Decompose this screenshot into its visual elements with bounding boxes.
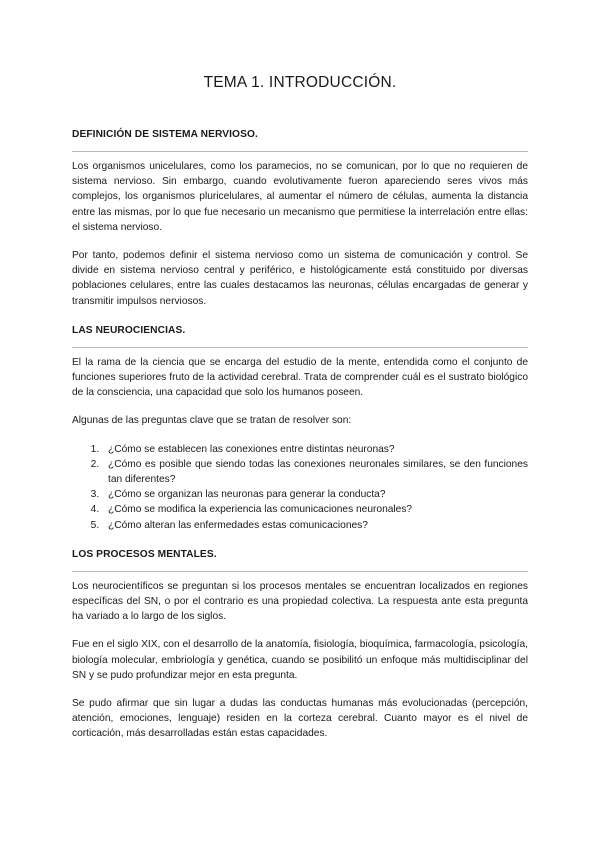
questions-list [72, 442, 528, 533]
section-divider [72, 347, 528, 348]
section-divider [72, 571, 528, 572]
paragraph: Los organismos unicelulares, como los paramecios, no se comunican, por lo que no requieren de sistema nervioso. Sin embargo, cuando evolutivamente fueron apareciendo seres vivos más complejos, los organismos pluricelulares, al aumentar el número de células, aumenta la distancia entre las mismas, por lo que fue necesario un mecanismo que permitiese la interrelación entre ellas: el sistema nervioso. [72, 161, 528, 233]
paragraph: Los neurocientíficos se preguntan si los procesos mentales se encuentran localizados en regiones específicas del SN, o por el contrario es una propiedad colectiva. La respuesta ante esta pregunta ha variado a lo largo de los siglos. [72, 580, 528, 623]
page-title: TEMA 1. INTRODUCCIÓN. [203, 74, 397, 91]
list-item: 5. ¿Cómo alteran las enfermedades estas comunicaciones? [102, 518, 528, 533]
list-item: 3. ¿Cómo se organizan las neuronas para generar la conducta? [102, 487, 528, 502]
section-heading: LAS NEUROCIENCIAS. [72, 324, 186, 336]
section-heading: DEFINICIÓN DE SISTEMA NERVIOSO. [72, 129, 258, 140]
paragraph: Por tanto, podemos definir el sistema nervioso como un sistema de comunicación y control. Se divide en sistema nervioso central y periférico, e histológicamente está constituido por diversas poblaciones celulares, entre las cuales destacamos las neuronas, células encargadas de generar y transmitir impulsos nerviosos. [72, 250, 528, 307]
section-definicion [72, 128, 528, 309]
list-item: 4. ¿Cómo se modifica la experiencia las comunicaciones neuronales? [102, 502, 528, 517]
list-item: 2. ¿Cómo es posible que siendo todas las conexiones neuronales similares, se den funciones tan diferentes? [102, 457, 528, 487]
paragraph: Algunas de las preguntas clave que se tratan de resolver son: [72, 415, 352, 427]
section-divider [72, 151, 528, 152]
section-procesos-mentales [72, 548, 528, 742]
list-item: 1. ¿Cómo se establecen las conexiones entre distintas neuronas? [102, 442, 528, 457]
section-neurociencias [72, 324, 528, 533]
paragraph: Se pudo afirmar que sin lugar a dudas las conductas humanas más evolucionadas (percepción, atención, emociones, lenguaje) residen en la corteza cerebral. Cuanto mayor es el nivel de corticación, más desarrolladas están estas capacidades. [72, 698, 528, 740]
paragraph: Fue en el siglo XIX, con el desarrollo de la anatomía, fisiología, bioquímica, farmacología, psicología, biología molecular, embriología y genética, cuando se posibilitó un enfoque más multidisciplinar del SN y se pudo profundizar mejor en esta pregunta. [72, 639, 528, 681]
paragraph: El la rama de la ciencia que se encarga del estudio de la mente, entendida como el conjunto de funciones superiores fruto de la actividad cerebral. Trata de comprender cuál es el sustrato biológico de la consciencia, una capacidad que solo los humanos poseen. [72, 356, 528, 399]
section-heading: LOS PROCESOS MENTALES. [72, 548, 217, 560]
